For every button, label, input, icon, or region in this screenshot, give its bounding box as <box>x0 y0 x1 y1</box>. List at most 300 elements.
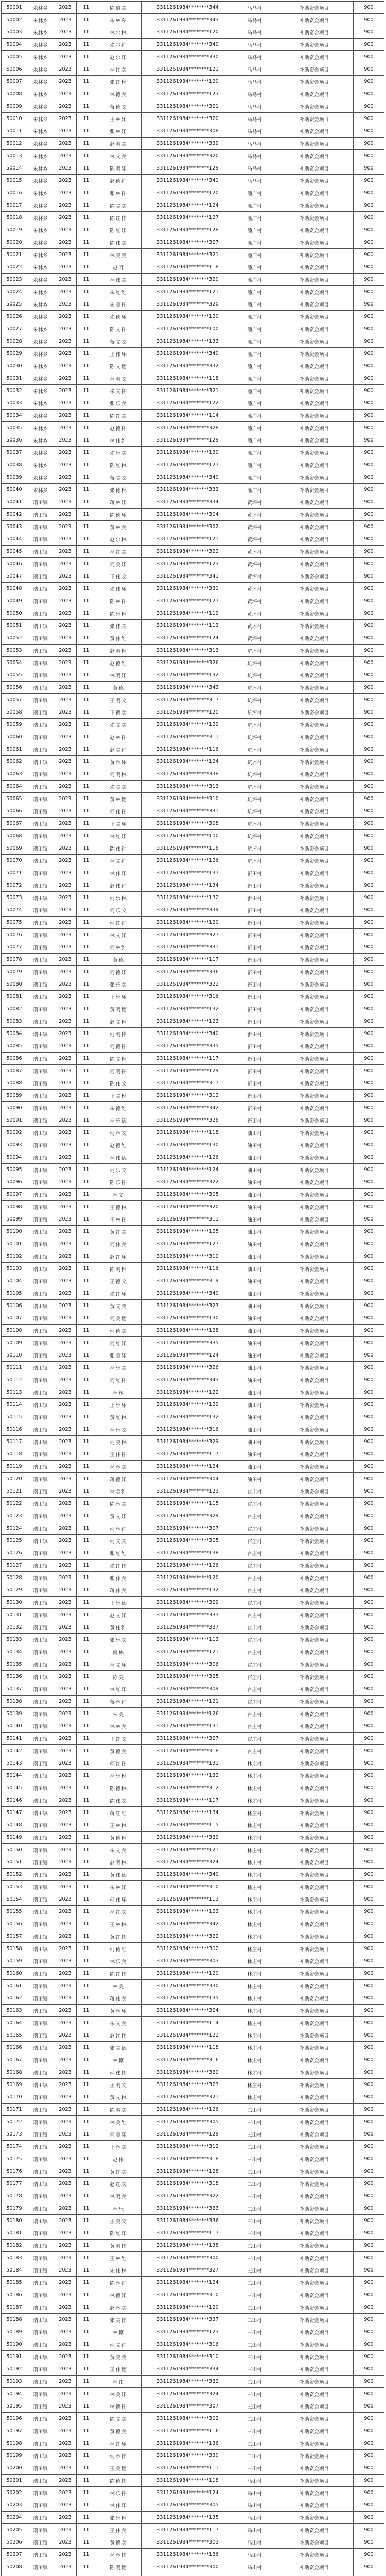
amount-cell: 900 <box>354 125 384 138</box>
id-number-cell: 3311261984********317 <box>142 1077 234 1090</box>
township-cell: 瑞田镇 <box>27 2202 54 2215</box>
year-cell: 2023 <box>54 2326 77 2338</box>
subsidy-type-cell: 补助资金项目 <box>275 471 354 484</box>
recipient-name-cell: 赵明林 <box>96 645 142 657</box>
year-cell: 2023 <box>54 1287 77 1300</box>
year-cell: 2023 <box>54 1696 77 1708</box>
village-cell: 官庄村 <box>234 1634 275 1646</box>
subsidy-type-cell: 补助资金项目 <box>275 2351 354 2363</box>
amount-cell: 900 <box>354 335 384 348</box>
year-cell: 2023 <box>54 2561 77 2573</box>
month-cell: 11 <box>77 1176 96 1189</box>
month-cell: 11 <box>77 2536 96 2549</box>
table-row <box>2 917 384 929</box>
subsidy-type-cell: 补助资金项目 <box>275 2215 354 2227</box>
table-row <box>2 731 384 743</box>
recipient-name-cell: 朱红伟 <box>96 1560 142 1572</box>
id-number-cell: 3311261984********124 <box>142 1349 234 1362</box>
id-number-cell: 3311261984********114 <box>142 410 234 422</box>
recipient-name-cell: 赵文林 <box>96 1015 142 1028</box>
subsidy-type-cell: 补助资金项目 <box>275 1349 354 1362</box>
amount-cell: 900 <box>354 1065 384 1077</box>
serial-number-cell: 50101 <box>2 1238 27 1250</box>
month-cell: 11 <box>77 2017 96 2029</box>
village-cell: 三山村 <box>234 2363 275 2376</box>
recipient-name-cell: 何红伟 <box>96 1757 142 1770</box>
subsidy-type-cell: 补助资金项目 <box>275 2487 354 2499</box>
recipient-name-cell: 何伟伟 <box>96 2066 142 2079</box>
village-cell: 坑坪村 <box>234 682 275 694</box>
id-number-cell: 3311261984********326 <box>142 1114 234 1127</box>
month-cell: 11 <box>77 1374 96 1386</box>
id-number-cell: 3311261984********114 <box>142 2017 234 2029</box>
township-cell: 瑞田镇 <box>27 607 54 620</box>
month-cell: 11 <box>77 236 96 249</box>
village-cell: 油田村 <box>234 1399 275 1411</box>
township-cell: 朱林乡 <box>27 26 54 39</box>
township-cell: 瑞田镇 <box>27 2376 54 2388</box>
id-number-cell: 3311261984********121 <box>142 63 234 76</box>
year-cell: 2023 <box>54 2400 77 2413</box>
amount-cell: 900 <box>354 657 384 669</box>
table-row <box>2 595 384 607</box>
year-cell: 2023 <box>54 2462 77 2475</box>
subsidy-type-cell: 补助资金项目 <box>275 410 354 422</box>
village-cell: 马马村 <box>234 14 275 26</box>
recipient-name-cell: 林伟乐 <box>96 867 142 879</box>
table-row <box>2 719 384 731</box>
id-number-cell: 3311261984********123 <box>142 88 234 100</box>
township-cell: 瑞田镇 <box>27 1337 54 1349</box>
month-cell: 11 <box>77 620 96 632</box>
serial-number-cell: 50183 <box>2 2252 27 2264</box>
id-number-cell: 3311261984********327 <box>142 1733 234 1745</box>
amount-cell: 900 <box>354 1263 384 1275</box>
amount-cell: 900 <box>354 26 384 39</box>
amount-cell: 900 <box>354 2264 384 2277</box>
id-number-cell: 3311261984********335 <box>142 1337 234 1349</box>
table-row <box>2 2437 384 2450</box>
township-cell: 朱林乡 <box>27 471 54 484</box>
amount-cell: 900 <box>354 1127 384 1139</box>
year-cell: 2023 <box>54 583 77 595</box>
recipient-name-cell: 王伟文 <box>96 570 142 583</box>
id-number-cell: 3311261984********308 <box>142 125 234 138</box>
month-cell: 11 <box>77 2264 96 2277</box>
subsidy-type-cell: 补助资金项目 <box>275 1250 354 1263</box>
table-row <box>2 1053 384 1065</box>
township-cell: 瑞田镇 <box>27 1535 54 1547</box>
year-cell: 2023 <box>54 2264 77 2277</box>
year-cell: 2023 <box>54 2240 77 2252</box>
year-cell: 2023 <box>54 138 77 150</box>
township-cell: 瑞田镇 <box>27 1708 54 1720</box>
month-cell: 11 <box>77 14 96 26</box>
village-cell: 坑坪村 <box>234 669 275 682</box>
year-cell: 2023 <box>54 669 77 682</box>
year-cell: 2023 <box>54 100 77 113</box>
month-cell: 11 <box>77 459 96 471</box>
month-cell: 11 <box>77 1114 96 1127</box>
township-cell: 朱林乡 <box>27 372 54 385</box>
village-cell: 新田村 <box>234 1028 275 1040</box>
recipient-name-cell: 林伟美 <box>96 274 142 286</box>
month-cell: 11 <box>77 632 96 645</box>
village-cell: 油田村 <box>234 1325 275 1337</box>
id-number-cell: 3311261984********302 <box>142 521 234 533</box>
township-cell: 瑞田镇 <box>27 669 54 682</box>
amount-cell: 900 <box>354 978 384 991</box>
year-cell: 2023 <box>54 1906 77 1918</box>
year-cell: 2023 <box>54 2054 77 2066</box>
township-cell: 瑞田镇 <box>27 1151 54 1164</box>
village-cell: 官庄村 <box>234 1584 275 1597</box>
serial-number-cell: 50145 <box>2 1782 27 1794</box>
serial-number-cell: 50034 <box>2 410 27 422</box>
month-cell: 11 <box>77 1325 96 1337</box>
amount-cell: 900 <box>354 311 384 323</box>
year-cell: 2023 <box>54 966 77 978</box>
recipient-name-cell: 林乐林 <box>96 1770 142 1782</box>
serial-number-cell: 50196 <box>2 2413 27 2425</box>
village-cell: 潘广村 <box>234 261 275 274</box>
amount-cell: 900 <box>354 645 384 657</box>
subsidy-type-cell: 补助资金项目 <box>275 521 354 533</box>
id-number-cell: 3311261984********132 <box>142 1003 234 1015</box>
village-cell: 潘广村 <box>234 274 275 286</box>
payment-roster-table <box>1 1 384 2576</box>
table-row <box>2 2153 384 2165</box>
id-number-cell: 3311261984********336 <box>142 2215 234 2227</box>
month-cell: 11 <box>77 1399 96 1411</box>
amount-cell: 900 <box>354 2141 384 2153</box>
recipient-name-cell: 何红红 <box>96 917 142 929</box>
township-cell: 瑞田镇 <box>27 496 54 509</box>
recipient-name-cell: 朱乐美 <box>96 447 142 459</box>
amount-cell: 900 <box>354 1374 384 1386</box>
year-cell: 2023 <box>54 509 77 521</box>
village-cell: 新田村 <box>234 879 275 892</box>
recipient-name-cell: 何乐林 <box>96 892 142 904</box>
amount-cell: 900 <box>354 1832 384 1844</box>
id-number-cell: 3311261984********331 <box>142 941 234 954</box>
village-cell: 林庄村 <box>234 1844 275 1856</box>
amount-cell: 900 <box>354 1510 384 1522</box>
amount-cell: 900 <box>354 2079 384 2091</box>
month-cell: 11 <box>77 1696 96 1708</box>
month-cell: 11 <box>77 2054 96 2066</box>
amount-cell: 900 <box>354 2536 384 2549</box>
table-row <box>2 855 384 867</box>
village-cell: 油田村 <box>234 1473 275 1485</box>
table-row <box>2 274 384 286</box>
township-cell: 瑞田镇 <box>27 1127 54 1139</box>
month-cell: 11 <box>77 1844 96 1856</box>
serial-number-cell: 50129 <box>2 1584 27 1597</box>
subsidy-type-cell: 补助资金项目 <box>275 1782 354 1794</box>
year-cell: 2023 <box>54 645 77 657</box>
village-cell: 潘广村 <box>234 249 275 261</box>
table-row <box>2 261 384 274</box>
month-cell: 11 <box>77 2289 96 2301</box>
township-cell: 瑞田镇 <box>27 917 54 929</box>
year-cell: 2023 <box>54 682 77 694</box>
id-number-cell: 3311261984********340 <box>142 1287 234 1300</box>
serial-number-cell: 50048 <box>2 583 27 595</box>
subsidy-type-cell: 补助资金项目 <box>275 1757 354 1770</box>
amount-cell: 900 <box>354 509 384 521</box>
id-number-cell: 3311261984********318 <box>142 1745 234 1757</box>
table-row <box>2 1757 384 1770</box>
month-cell: 11 <box>77 1992 96 2005</box>
amount-cell: 900 <box>354 39 384 51</box>
subsidy-type-cell: 补助资金项目 <box>275 1090 354 1102</box>
amount-cell: 900 <box>354 1300 384 1312</box>
serial-number-cell: 50201 <box>2 2475 27 2487</box>
township-cell: 朱林乡 <box>27 14 54 26</box>
serial-number-cell: 50032 <box>2 385 27 397</box>
recipient-name-cell: 何德伟 <box>96 1040 142 1053</box>
township-cell: 朱林乡 <box>27 434 54 447</box>
subsidy-type-cell: 补助资金项目 <box>275 2536 354 2549</box>
subsidy-type-cell: 补助资金项目 <box>275 1065 354 1077</box>
recipient-name-cell: 黄林乐 <box>96 756 142 768</box>
amount-cell: 900 <box>354 1980 384 1992</box>
year-cell: 2023 <box>54 2116 77 2128</box>
table-row <box>2 768 384 781</box>
month-cell: 11 <box>77 805 96 818</box>
subsidy-type-cell: 补助资金项目 <box>275 1213 354 1226</box>
amount-cell: 900 <box>354 1090 384 1102</box>
recipient-name-cell: 林文美 <box>96 150 142 162</box>
amount-cell: 900 <box>354 447 384 459</box>
recipient-name-cell: 陈德乐 <box>96 509 142 521</box>
village-cell: 官庄村 <box>234 1658 275 1671</box>
year-cell: 2023 <box>54 2536 77 2549</box>
id-number-cell: 3311261984********329 <box>142 1510 234 1522</box>
id-number-cell: 3311261984********117 <box>142 2227 234 2240</box>
id-number-cell: 3311261984********328 <box>142 422 234 434</box>
amount-cell: 900 <box>354 1609 384 1621</box>
serial-number-cell: 50150 <box>2 1844 27 1856</box>
subsidy-type-cell: 补助资金项目 <box>275 2029 354 2042</box>
amount-cell: 900 <box>354 298 384 311</box>
subsidy-type-cell: 补助资金项目 <box>275 669 354 682</box>
serial-number-cell: 50122 <box>2 1498 27 1510</box>
id-number-cell: 3311261984********327 <box>142 929 234 941</box>
month-cell: 11 <box>77 855 96 867</box>
table-row <box>2 929 384 941</box>
recipient-name-cell: 何红乐 <box>96 1337 142 1349</box>
month-cell: 11 <box>77 1906 96 1918</box>
amount-cell: 900 <box>354 917 384 929</box>
year-cell: 2023 <box>54 385 77 397</box>
id-number-cell: 3311261984********320 <box>142 150 234 162</box>
id-number-cell: 3311261984********313 <box>142 781 234 793</box>
table-row <box>2 1708 384 1720</box>
township-cell: 瑞田镇 <box>27 2264 54 2277</box>
village-cell: 坑坪村 <box>234 855 275 867</box>
month-cell: 11 <box>77 1151 96 1164</box>
table-row <box>2 991 384 1003</box>
month-cell: 11 <box>77 1671 96 1683</box>
serial-number-cell: 50141 <box>2 1733 27 1745</box>
id-number-cell: 3311261984********134 <box>142 879 234 892</box>
year-cell: 2023 <box>54 793 77 805</box>
year-cell: 2023 <box>54 410 77 422</box>
amount-cell: 900 <box>354 1287 384 1300</box>
recipient-name-cell: 黄伟红 <box>96 1621 142 1634</box>
month-cell: 11 <box>77 2277 96 2289</box>
township-cell: 瑞田镇 <box>27 1226 54 1238</box>
township-cell: 瑞田镇 <box>27 1362 54 1374</box>
township-cell: 瑞田镇 <box>27 2091 54 2104</box>
township-cell: 瑞田镇 <box>27 1275 54 1287</box>
recipient-name-cell: 黄美美 <box>96 2351 142 2363</box>
recipient-name-cell: 赵伟 <box>96 2153 142 2165</box>
recipient-name-cell: 何伟伟 <box>96 805 142 818</box>
recipient-name-cell: 林德 <box>96 2054 142 2066</box>
serial-number-cell: 50102 <box>2 1250 27 1263</box>
serial-number-cell: 50023 <box>2 274 27 286</box>
township-cell: 朱林乡 <box>27 63 54 76</box>
village-cell: 潘广村 <box>234 484 275 496</box>
year-cell: 2023 <box>54 1485 77 1498</box>
recipient-name-cell: 朱美美 <box>96 781 142 793</box>
township-cell: 瑞田镇 <box>27 1621 54 1634</box>
serial-number-cell: 50057 <box>2 694 27 706</box>
table-row <box>2 2573 384 2576</box>
year-cell: 2023 <box>54 867 77 879</box>
id-number-cell: 3311261984********344 <box>142 2 234 14</box>
serial-number-cell: 50131 <box>2 1609 27 1621</box>
year-cell: 2023 <box>54 2042 77 2054</box>
table-row <box>2 1646 384 1658</box>
village-cell: 马马村 <box>234 51 275 63</box>
village-cell: 油田村 <box>234 1263 275 1275</box>
serial-number-cell: 50082 <box>2 1003 27 1015</box>
subsidy-type-cell: 补助资金项目 <box>275 212 354 224</box>
serial-number-cell: 50191 <box>2 2351 27 2363</box>
serial-number-cell: 50085 <box>2 1040 27 1053</box>
serial-number-cell: 50113 <box>2 1386 27 1399</box>
serial-number-cell: 50005 <box>2 51 27 63</box>
recipient-name-cell: 林乐德 <box>96 1114 142 1127</box>
recipient-name-cell: 张乐美 <box>96 397 142 410</box>
township-cell: 瑞田镇 <box>27 2425 54 2437</box>
year-cell: 2023 <box>54 842 77 855</box>
township-cell: 朱林乡 <box>27 138 54 150</box>
recipient-name-cell: 赵红伟 <box>96 2029 142 2042</box>
serial-number-cell: 50017 <box>2 199 27 212</box>
id-number-cell: 3311261984********121 <box>142 1646 234 1658</box>
year-cell: 2023 <box>54 162 77 175</box>
amount-cell: 900 <box>354 2277 384 2289</box>
township-cell: 瑞田镇 <box>27 1028 54 1040</box>
id-number-cell: 3311261984********340 <box>142 39 234 51</box>
year-cell: 2023 <box>54 1720 77 1733</box>
subsidy-type-cell: 补助资金项目 <box>275 1436 354 1448</box>
township-cell: 瑞田镇 <box>27 1782 54 1794</box>
serial-number-cell: 50043 <box>2 521 27 533</box>
table-row <box>2 1300 384 1312</box>
month-cell: 11 <box>77 892 96 904</box>
year-cell: 2023 <box>54 323 77 335</box>
village-cell: 潘广村 <box>234 410 275 422</box>
serial-number-cell: 50157 <box>2 1930 27 1943</box>
recipient-name-cell: 张乐文 <box>96 1634 142 1646</box>
serial-number-cell: 50076 <box>2 929 27 941</box>
table-row <box>2 434 384 447</box>
subsidy-type-cell: 补助资金项目 <box>275 1807 354 1819</box>
recipient-name-cell: 赵德红 <box>96 657 142 669</box>
month-cell: 11 <box>77 2561 96 2573</box>
township-cell: 朱林乡 <box>27 360 54 372</box>
table-row <box>2 620 384 632</box>
village-cell: 三山村 <box>234 2128 275 2141</box>
id-number-cell: 3311261984********300 <box>142 2561 234 2573</box>
township-cell: 瑞田镇 <box>27 1090 54 1102</box>
amount-cell: 900 <box>354 2561 384 2573</box>
serial-number-cell: 50169 <box>2 2079 27 2091</box>
township-cell: 瑞田镇 <box>27 743 54 756</box>
subsidy-type-cell: 补助资金项目 <box>275 2017 354 2029</box>
serial-number-cell: 50090 <box>2 1102 27 1114</box>
table-row <box>2 892 384 904</box>
table-row <box>2 236 384 249</box>
village-cell: 黄坪村 <box>234 496 275 509</box>
id-number-cell: 3311261984********123 <box>142 1906 234 1918</box>
table-row <box>2 867 384 879</box>
year-cell: 2023 <box>54 954 77 966</box>
id-number-cell: 3311261984********307 <box>142 2400 234 2413</box>
township-cell: 瑞田镇 <box>27 1881 54 1893</box>
year-cell: 2023 <box>54 1015 77 1028</box>
village-cell: 三山村 <box>234 2116 275 2128</box>
serial-number-cell: 50112 <box>2 1374 27 1386</box>
township-cell: 瑞田镇 <box>27 1930 54 1943</box>
id-number-cell: 3311261984********310 <box>142 1881 234 1893</box>
year-cell: 2023 <box>54 1498 77 1510</box>
serial-number-cell: 50171 <box>2 2104 27 2116</box>
table-row <box>2 1794 384 1807</box>
id-number-cell: 3311261984********117 <box>142 1053 234 1065</box>
year-cell: 2023 <box>54 1881 77 1893</box>
subsidy-type-cell: 补助资金项目 <box>275 1832 354 1844</box>
subsidy-type-cell: 补助资金项目 <box>275 1114 354 1127</box>
id-number-cell: 3311261984********116 <box>142 1263 234 1275</box>
serial-number-cell: 50194 <box>2 2388 27 2400</box>
amount-cell: 900 <box>354 1794 384 1807</box>
subsidy-type-cell: 补助资金项目 <box>275 1992 354 2005</box>
township-cell: 朱林乡 <box>27 2 54 14</box>
township-cell: 瑞田镇 <box>27 1968 54 1980</box>
month-cell: 11 <box>77 1733 96 1745</box>
subsidy-type-cell: 补助资金项目 <box>275 1226 354 1238</box>
table-row <box>2 2116 384 2128</box>
subsidy-type-cell: 补助资金项目 <box>275 125 354 138</box>
recipient-name-cell: 朱文美 <box>96 2017 142 2029</box>
village-cell: 马马村 <box>234 175 275 187</box>
recipient-name-cell: 林红乐 <box>96 830 142 842</box>
township-cell: 瑞田镇 <box>27 1436 54 1448</box>
year-cell: 2023 <box>54 657 77 669</box>
year-cell: 2023 <box>54 1992 77 2005</box>
subsidy-type-cell <box>275 2573 354 2576</box>
township-cell <box>27 2573 54 2576</box>
recipient-name-cell: 何明伟 <box>96 1028 142 1040</box>
serial-number-cell: 50151 <box>2 1856 27 1869</box>
